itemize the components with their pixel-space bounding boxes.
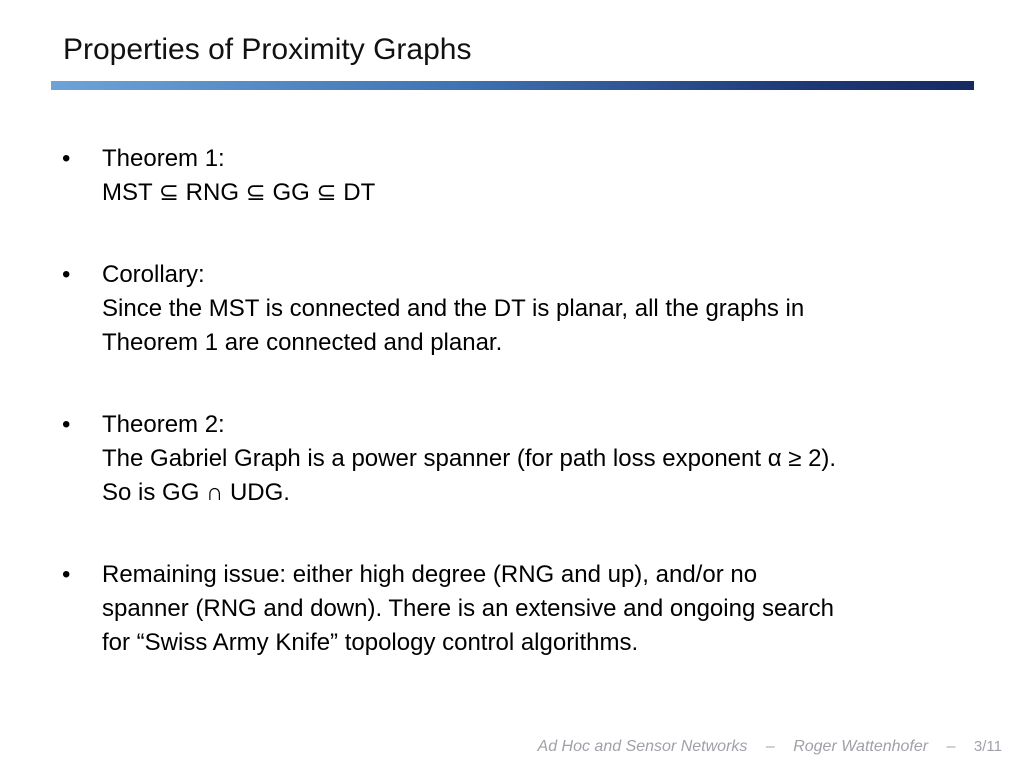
theorem-2-text-line-1: The Gabriel Graph is a power spanner (for path loss exponent α ≥ 2). [102, 445, 837, 472]
bullet-dot: • [62, 411, 71, 438]
slide-title: Properties of Proximity Graphs [63, 33, 472, 66]
footer-separator: – [946, 738, 956, 755]
footer-separator: – [765, 738, 775, 755]
theorem-2-heading: Theorem 2: [102, 411, 225, 438]
bullet-theorem-2 [62, 408, 992, 510]
bullet-theorem-1 [62, 142, 992, 210]
remaining-issue-line-3: for “Swiss Army Knife” topology control algorithms. [102, 629, 639, 656]
corollary-text-line-1: Since the MST is connected and the DT is planar, all the graphs in [102, 295, 805, 322]
remaining-issue-line-2: spanner (RNG and down). There is an extensive and ongoing search [102, 595, 834, 622]
bullet-dot: • [62, 261, 71, 288]
footer-author: Roger Wattenhofer [793, 738, 929, 755]
bullet-list [62, 142, 992, 660]
remaining-issue-line-1: Remaining issue: either high degree (RNG and up), and/or no [102, 561, 758, 588]
theorem-1-statement: MST ⊆ RNG ⊆ GG ⊆ DT [102, 179, 376, 206]
bullet-dot: • [62, 145, 71, 172]
title-rule [51, 81, 974, 90]
footer-page-number: 3/11 [973, 738, 1002, 755]
corollary-heading: Corollary: [102, 261, 205, 288]
bullet-dot: • [62, 561, 71, 588]
corollary-text-line-2: Theorem 1 are connected and planar. [102, 329, 503, 356]
footer-course: Ad Hoc and Sensor Networks [537, 738, 748, 755]
theorem-1-heading: Theorem 1: [102, 145, 225, 172]
slide-footer [538, 737, 1002, 757]
theorem-2-text-line-2: So is GG ∩ UDG. [102, 479, 290, 506]
bullet-remaining-issue [62, 558, 992, 660]
bullet-corollary [62, 258, 992, 360]
